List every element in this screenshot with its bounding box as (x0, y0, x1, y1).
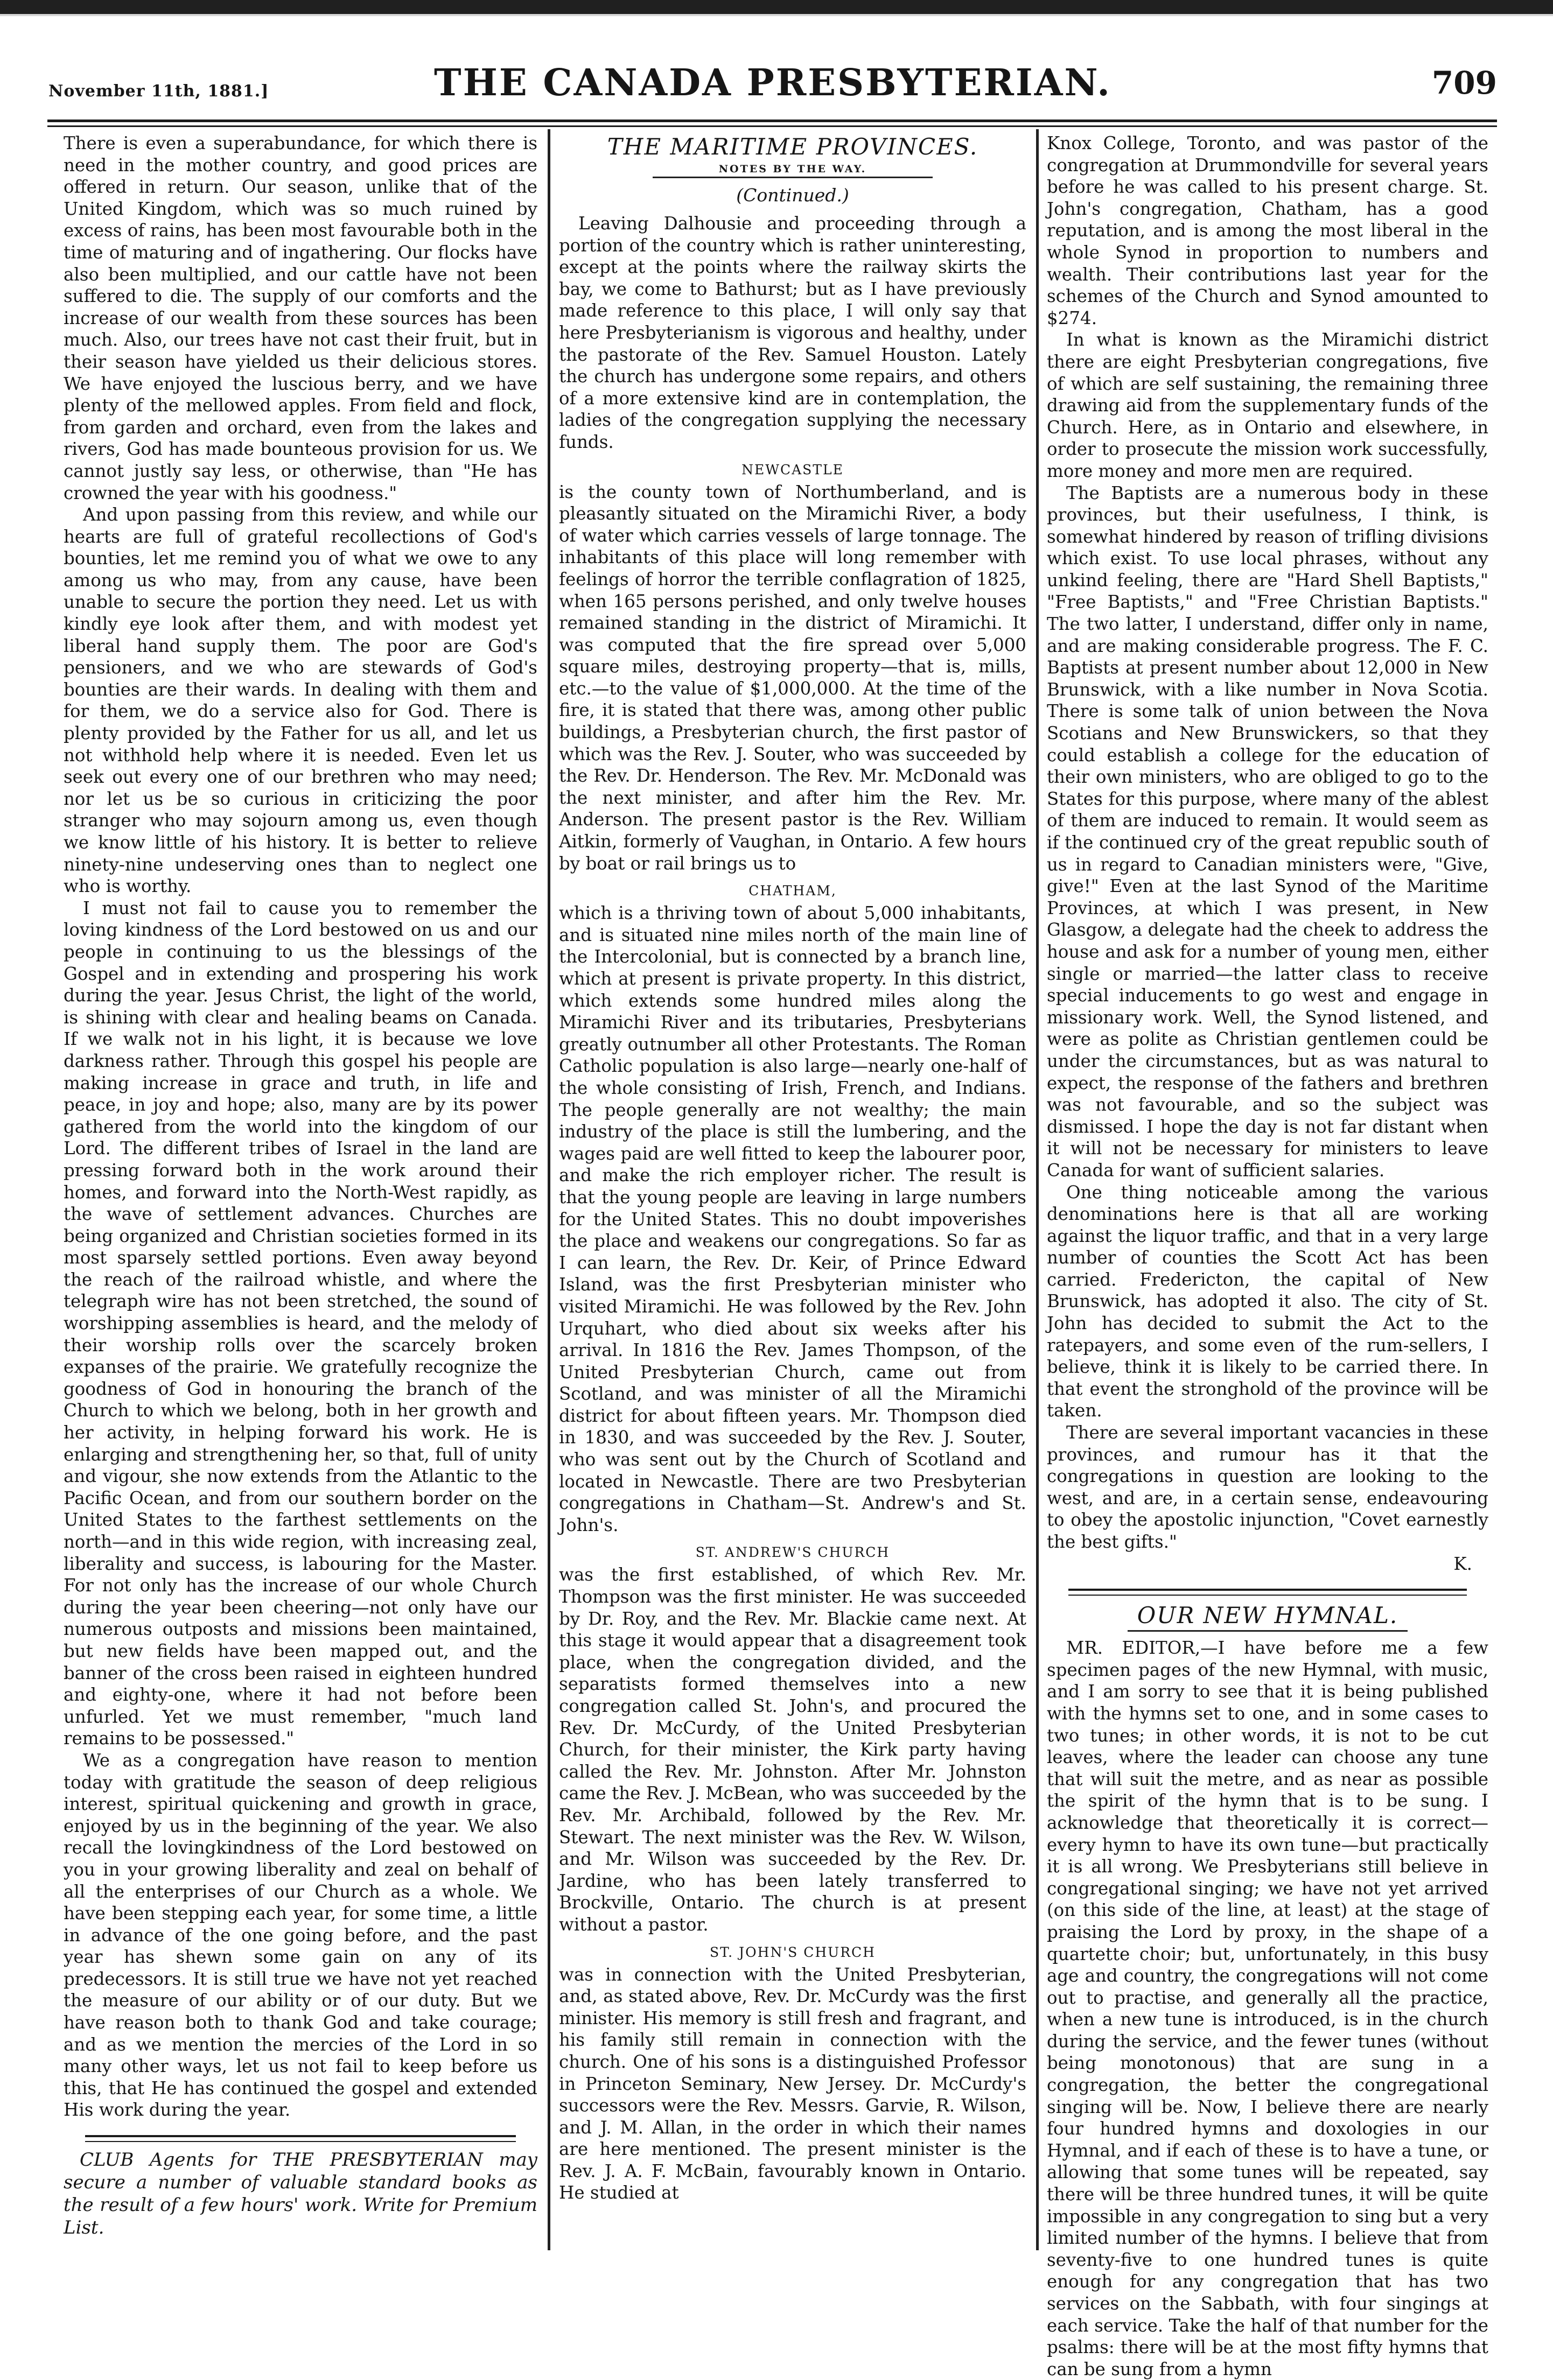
club-ad (64, 2149, 537, 2239)
section-head-st-johns: ST. JOHN'S CHURCH (710, 1944, 876, 1960)
hymnal-rule (1068, 1589, 1467, 1596)
column-2 (559, 132, 1026, 2251)
st-andrews-text: was the first established, of which Rev. Mr. Thompson was the first minister. He was succeeded by Dr. Roy, and the Rev. Mr. Blackie came next. At this stage it would appear that a disagreement took place, when the congregation divided, and the separatists formed themselves into a new congregation called St. John's, and procured the Rev. Dr. McCurdy, of the United Presbyterian Church, for their minister, the Kirk party having called the Rev. Mr. Johnston. After Mr. Johnston came the Rev. J. McBean, who was succeeded by the Rev. Mr. Archibald, followed by the Rev. Mr. Stewart. The next minister was the Rev. W. Wilson, and Mr. Wilson was succeeded by the Rev. Dr. Jardine, who has been lately transferred to Brockville, Ontario. The church is at present without a pastor. (559, 1564, 1026, 1935)
scan-edge-bar (0, 0, 1553, 14)
newcastle-text: is the county town of Northumberland, and is pleasantly situated on the Miramichi River, a body of water which carries vessels of large tonnage. The inhabitants of this place will long remember with feelings of horror the terrible conflagration of 1825, when 165 persons perished, and only twelve houses remained standing in the district of Miramichi. It was computed that the fire spread over 5,000 square miles, destroying property—that is, mills, etc.—to the value of $1,000,000. At the time of the fire, it is stated that there was, among other public buildings, a Presbyterian church, the first pastor of which was the Rev. J. Souter, who was succeeded by the Rev. Dr. Henderson. The Rev. Mr. McDonald was the next minister, and after him the Rev. Mr. Anderson. The present pastor is the Rev. William Aitkin, formerly of Vaughan, in Ontario. A few hours by boat or rail brings us to (559, 481, 1026, 874)
article-signature: K. (1453, 1553, 1472, 1574)
hymnal-letter (1047, 1637, 1488, 2380)
section-head-st-andrews: ST. ANDREW'S CHURCH (695, 1544, 890, 1561)
hymnal-text: —I have before me a few specimen pages of the new Hymnal, with music, and I am sorry to see that it is being published with the hymns set to one, and in some cases to two tunes; in other words, it is not to be cut leaves, where the leader can choose any tune that will suit the metre, and as near as possible the spirit of the hymn that is to be sung. I acknowledge that theoretically it is correct—every hymn to have its own tune—but practically it is all wrong. We Presbyterians still believe in congregational singing; we have not yet arrived (on this side of the line, at least) at the stage of praising the Lord by proxy, in the shape of a quartette choir; but, unfortunately, in this busy age and country, the congregations will not come out to practise, and generally all the practice, when a new tune is introduced, is in the church during the service, and the fewer tunes (without being monotonous) that are sung in a congregation, the better the congregational singing will be. Now, I believe there are nearly four hundred hymns and doxologies in our Hymnal, and if each of these is to have a tune, or allowing that some tunes will be repeated, say there will be three hundred tunes, it will be quite impossible in any congregation to sing but a very limited number of the hymns. I believe that from seventy-five to one hundred tunes is quite enough for any congregation that has two services on the Sabbath, with four singings at each service. Take the half of that number for the psalms: there will be at the most fifty hymns that can be sung from a hymn (1047, 1638, 1489, 2379)
col1-paragraph-3: I must not fail to cause you to remember the loving kindness of the Lord bestowed on us and our people in continuing to us the blessings of the Gospel and in extending and prospering his work during the year. Jesus Christ, the light of the world, is shining with clear and healing beams on Canada. If we walk not in his light, it is because we love darkness rather. Through this gospel his people are making increase in grace and truth, in life and peace, in joy and hope; also, many are by its power gathered from the world into the kingdom of our Lord. The different tribes of Israel in the land are pressing forward both in the work around their homes, and forward into the North-West rapidly, as the wave of settlement advances. Churches are being organized and Christian societies formed in its most sparsely settled portions. Even away beyond the reach of the railroad whistle, and where the telegraph wire has not been stretched, the sound of worshipping assemblies is heard, and the melody of their worship rolls over the scarcely broken expanses of the prairie. We gratefully recognize the goodness of God in honouring the branch of the Church to which we belong, both in her growth and her activity, in helping forward his work. He is enlarging and strengthening her, so that, full of unity and vigour, she now extends from the Atlantic to the Pacific Ocean, and from our southern border on the United States to the farthest settlements on the north—and in this wide region, with increasing zeal, liberality and success, is labouring for the Master. For not only has the increase of our whole Church during the year been cheering—not only have our numerous outposts and missions been maintained, but new fields have been mapped out, and the banner of the cross been raised in eighteen hundred and eighty-one, where it had not before been unfurled. Yet we must remember, "much land remains to be possessed." (64, 897, 537, 1749)
col3-paragraph-3: The Baptists are a numerous body in these provinces, but their usefulness, I think, is somewhat hindered by reason of trifling divisions which exist. To use local phrases, without any unkind feeling, there are "Hard Shell Baptists," "Free Baptists," and "Free Christian Baptists." The two latter, I understand, differ only in name, and are making considerable progress. The F. C. Baptists at present number about 12,000 in New Brunswick, with a like number in Nova Scotia. There is some talk of union between the Nova Scotians and New Brunswickers, so that they could establish a college for the education of their own ministers, who are obliged to go to the States for this purpose, where many of the ablest of them are induced to remain. It would seem as if the continued cry of the great republic south of us in regard to Canadian ministers were, "Give, give!" Even at the last Synod of the Maritime Provinces, at which I was present, in New Glasgow, a delegate had the cheek to address the house and ask for a number of young men, either single or married—the latter class to receive special inducements to go west and engage in missionary work. Well, the Synod listened, and were as polite as Christian gentlemen could be under the circumstances, but as was natural to expect, the response of the fathers and brethren was not favourable, and so the subject was dismissed. I hope the day is not far distant when it will not be necessary for ministers to leave Canada for want of sufficient salaries. (1047, 482, 1488, 1181)
club-ad-rule (85, 2135, 516, 2142)
col3-paragraph-2: In what is known as the Miramichi district there are eight Presbyterian congregations, five of which are self sustaining, the remaining three drawing aid from the supplementary funds of the Church. Here, as in Ontario and elsewhere, in order to prosecute the mission work successfully, more money and more men are required. (1047, 329, 1488, 481)
page-number: 709 (1431, 65, 1497, 101)
col3-paragraph-1: Knox College, Toronto, and was pastor of the congregation at Drummondville for several years before he was called to his present charge. St. John's congregation, Chatham, has a good reputation, and is among the most liberal in the whole Synod in proportion to numbers and wealth. Their contributions last year for the schemes of the Church and Synod amounted to $274. (1047, 133, 1488, 328)
hymnal-article-title: OUR NEW HYMNAL. (1137, 1602, 1398, 1629)
column-divider-2 (1036, 129, 1039, 2250)
st-johns-text: was in connection with the United Presbyterian, and, as stated above, Rev. Dr. McCurdy was the first minister. His memory is still fresh and fragrant, and his family still remain in connection with the church. One of his sons is a distinguished Professor in Princeton Seminary, New Jersey. Dr. McCurdy's successors were the Rev. Messrs. Garvie, R. Wilson, and J. M. Allan, in the order in which their names are here mentioned. The present minister is the Rev. J. A. F. McBain, favourably known in Ontario. He studied at (559, 1964, 1026, 2203)
masthead (48, 60, 1497, 120)
section-head-chatham: CHATHAM, (748, 883, 837, 899)
continued-label: (Continued.) (736, 185, 849, 206)
subtitle-rule (653, 177, 933, 178)
col1-paragraph-4: We as a congregation have reason to mention today with gratitude the season of deep religious interest, spiritual quickening and growth in grace, enjoyed by us in the beginning of the year. We also recall the lovingkindness of the Lord bestowed on you in your growing liberality and zeal on behalf of all the enterprises of our Church as a whole. We have been stepping each year, for some time, a little in advance of the one going before, and the past year has shewn some gain on any of its predecessors. It is still true we have not yet reached the measure of our ability or of our duty. But we have reason both to thank God and take courage; and as we mention the mercies of the Lord in so many other ways, let us not fail to keep before us this, that He has continued the gospel and extended His work during the year. (64, 1750, 537, 2121)
maritime-article-subtitle: NOTES BY THE WAY. (718, 163, 867, 175)
issue-date: November 11th, 1881.] (48, 82, 269, 101)
col1-paragraph-2: And upon passing from this review, and while our hearts are full of grateful recollections of God's bounties, let me remind you of what we owe to any among us who may, from any cause, have been unable to secure the portion they need. Let us with kindly eye look after them, and with modest yet liberal hand supply them. The poor are God's pensioners, and we who are stewards of God's bounties are their wards. In dealing with them and for them, we do a service also for God. There is plenty provided by the Father for us all, and let us not withhold help where it is needed. Even let us seek out every one of our brethren who may need; nor let us be so curious in criticizing the poor stranger who may sojourn among us, even though we know little of his history. It is better to relieve ninety-nine undeserving ones than to neglect one who is worthy. (64, 504, 537, 897)
column-divider-1 (548, 129, 550, 2250)
col1-paragraph-1: There is even a superabundance, for which there is need in the mother country, and good prices are offered in return. Our season, unlike that of the United Kingdom, which was so much ruined by excess of rains, has been most favourable both in the time of maturing and of ingathering. Our flocks have also been multiplied, and our cattle have not been suffered to die. The supply of our comforts and the increase of our wealth from these sources has been much. Also, our trees have not cast their fruit, but in their season have yielded us their delicious stores. We have enjoyed the luscious berry, and we have plenty of the mellowed apples. From field and flock, from garden and orchard, even from the lakes and rivers, God has made bounteous provision for us. We cannot justly say less, or otherwise, than "He has crowned the year with his goodness." (64, 133, 537, 503)
chatham-text: which is a thriving town of about 5,000 inhabitants, and is situated nine miles north of the main line of the Intercolonial, but is connected by a branch line, which at present is private property. In this district, which extends some hundred miles along the Miramichi River and its tributaries, Presbyterians greatly outnumber all other Protestants. The Roman Catholic population is also large—nearly one-half of the whole consisting of Irish, French, and Indians. The people generally are not wealthy; the main industry of the place is still the lumbering, and the wages paid are well fitted to keep the labourer poor, and make the rich employer richer. The result is that the young people are leaving in large numbers for the United States. This no doubt impoverishes the place and weakens our congregations. So far as I can learn, the Rev. Dr. Keir, of Prince Edward Island, was the first Presbyterian minister who visited Miramichi. He was followed by the Rev. John Urquhart, who died about six weeks after his arrival. In 1816 the Rev. James Thompson, of the United Presbyterian Church, came out from Scotland, and was minister of all the Miramichi district for about fifteen years. Mr. Thompson died in 1830, and was succeeded by the Rev. J. Souter, who was sent out by the Church of Scotland and located in Newcastle. There are two Presbyterian congregations in Chatham—St. Andrew's and St. John's. (559, 903, 1026, 1535)
column-3 (1047, 132, 1489, 2379)
club-ad-text: CLUB Agents for THE PRESBYTERIAN may secure a number of valuable standard books as the result of a few hours' work. Write for Premium List. (64, 2149, 537, 2239)
newspaper-title: THE CANADA PRESBYTERIAN. (434, 61, 1111, 104)
maritime-intro: Leaving Dalhousie and proceeding through a portion of the country which is rather uninteresting, except at the points where the railway skirts the bay, we come to Bathurst; but as I have previously made reference to this place, I will only say that here Presbyterianism is vigorous and healthy, under the pastorate of the Rev. Samuel Houston. Lately the church has undergone some repairs, and others of a more extensive kind are in contemplation, the ladies of the congregation supplying the necessary funds. (559, 213, 1026, 452)
col3-paragraph-4: One thing noticeable among the various denominations here is that all are working against the liquor traffic, and that in a very large number of counties the Scott Act has been carried. Fredericton, the capital of New Brunswick, has adopted it also. The city of St. John has decided to submit the Act to the ratepayers, and some even of the rum-sellers, I believe, think it is likely to be carried there. In that event the stronghold of the province will be taken. (1047, 1182, 1488, 1421)
column-1 (64, 132, 537, 2251)
hymnal-title-rule (1128, 1630, 1408, 1632)
masthead-rule (47, 120, 1497, 127)
col3-paragraph-5: There are several important vacancies in these provinces, and rumour has it that the congregations in question are looking to the west, and are, in a certain sense, endeavouring to obey the apostolic injunction, "Covet earnestly the best gifts." (1047, 1422, 1488, 1552)
hymnal-salutation: MR. EDITOR, (1066, 1638, 1201, 1659)
maritime-article-title: THE MARITIME PROVINCES. (607, 134, 978, 160)
section-head-newcastle: NEWCASTLE (741, 461, 844, 478)
